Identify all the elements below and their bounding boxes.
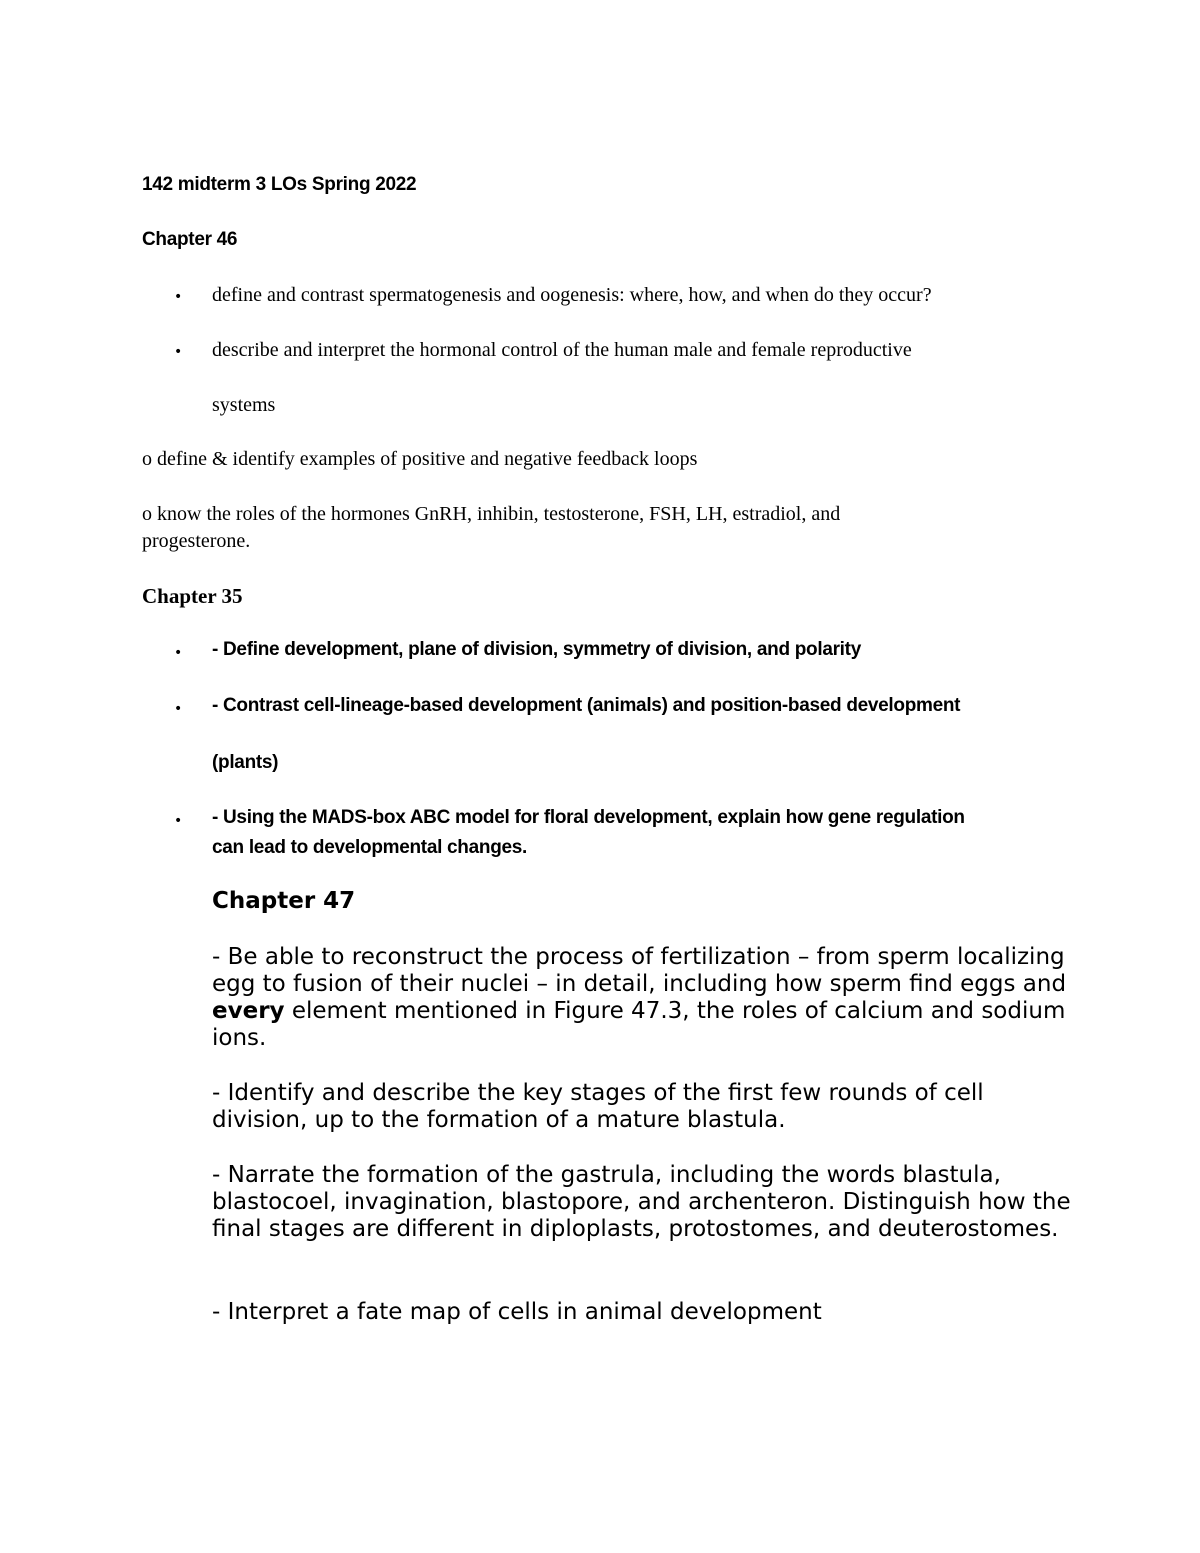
sub-item-hormones: o know the roles of the hormones GnRH, inhibin, testosterone, FSH, LH, estradiol, and — [142, 503, 841, 525]
chapter-35-heading: Chapter 35 — [142, 584, 243, 608]
sub-item-feedback-loops: o define & identify examples of positive and negative feedback loops — [142, 448, 698, 470]
list-item-ch46-1: define and contrast spermatogenesis and oogenesis: where, how, and when do they occur? — [212, 284, 932, 306]
list-item-ch35-3: - Using the MADS-box ABC model for floral development, explain how gene regulation — [212, 807, 965, 828]
list-item-ch35-2-cont: (plants) — [212, 752, 279, 773]
list-item-ch35-2: - Contrast cell-lineage-based development (animals) and position-based development — [212, 695, 961, 716]
list-item-ch46-2: describe and interpret the hormonal control of the human male and female reproductive — [212, 339, 912, 361]
bullet-icon: • — [174, 813, 183, 829]
list-item-ch46-2-cont: systems — [212, 394, 276, 416]
paragraph-fate-map: - Interpret a fate map of cells in animal development — [212, 1299, 822, 1325]
document-title: 142 midterm 3 LOs Spring 2022 — [142, 174, 417, 195]
emphasis-every: every — [212, 998, 285, 1024]
chapter-46-heading: Chapter 46 — [142, 229, 238, 250]
paragraph-gastrula: - Narrate the formation of the gastrula, including the words blastula, blastocoel, invagination, blastopore, and archenteron. Distinguish how the final stages are different in diploplasts, protostomes, and deuterostomes. — [212, 1162, 1071, 1242]
bullet-icon: • — [174, 344, 183, 360]
chapter-47-heading: Chapter 47 — [212, 888, 356, 914]
bullet-icon: • — [174, 701, 183, 717]
bullet-icon: • — [174, 289, 183, 305]
paragraph-fertilization: - Be able to reconstruct the process of fertilization – from sperm localizing egg to fusion of their nuclei – in detail, including how sperm find eggs and every element mentioned in Figure 47.3, the roles of calcium and sodium ions. — [212, 944, 1067, 1051]
sub-item-hormones-cont: progesterone. — [142, 530, 251, 552]
bullet-icon: • — [174, 645, 183, 661]
list-item-ch35-3-cont: can lead to developmental changes. — [212, 837, 528, 858]
paragraph-cell-division: - Identify and describe the key stages of the first few rounds of cell division, up to the formation of a mature blastula. — [212, 1080, 984, 1133]
list-item-ch35-1: - Define development, plane of division, symmetry of division, and polarity — [212, 639, 861, 660]
